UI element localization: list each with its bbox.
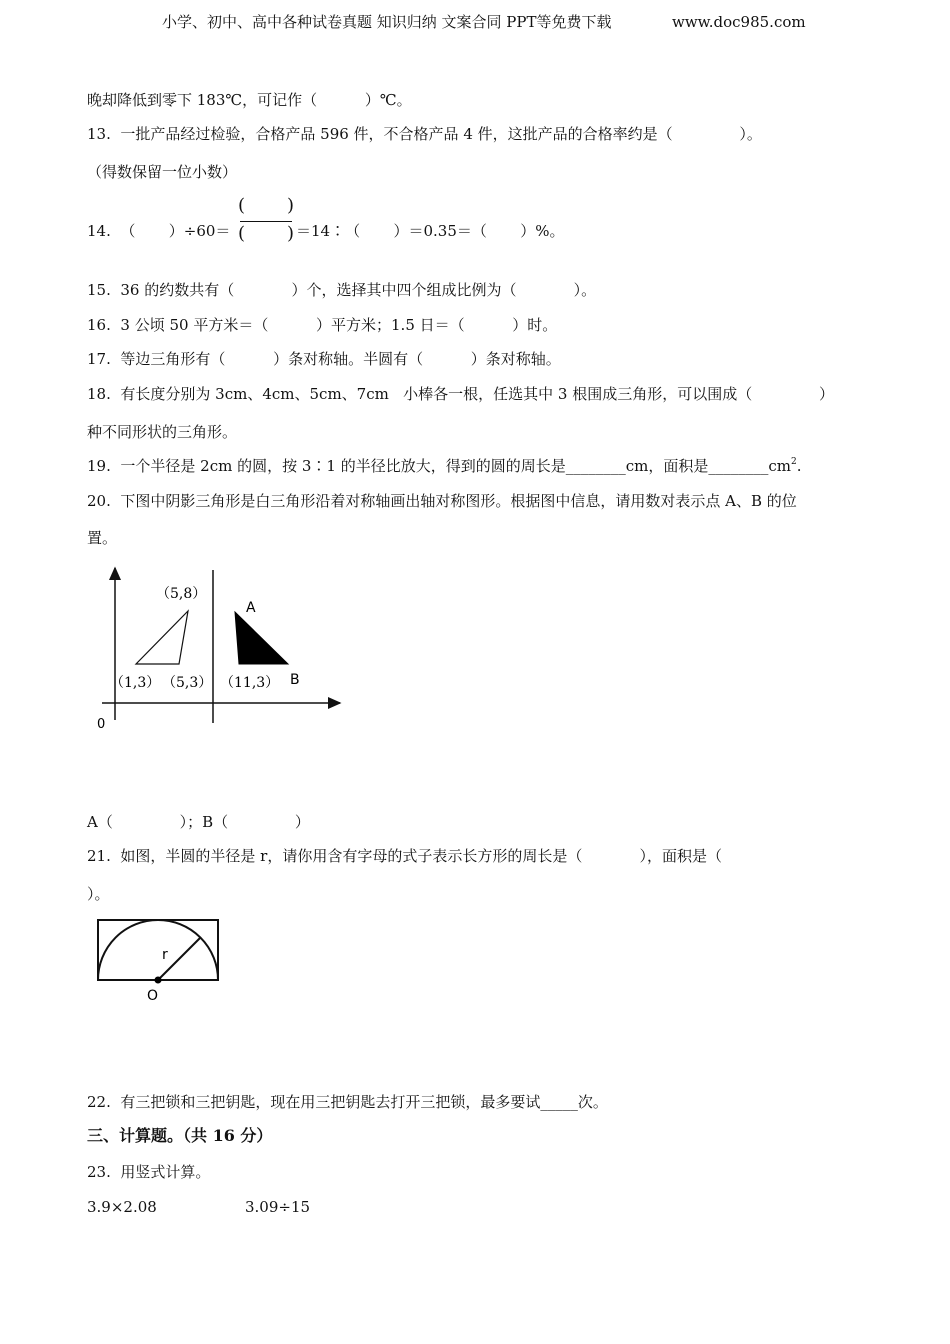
- question-14-end: ＝14∶（ ）＝0.35＝（ ）%。: [296, 222, 565, 240]
- header-right: www.doc985.com: [672, 13, 806, 31]
- question-13: 13. 一批产品经过检验，合格产品 596 件，不合格产品 4 件，这批产品的合格率约是（ ）。: [87, 125, 762, 143]
- header-left: 小学、初中、高中各种试卷真题 知识归纳 文案合同 PPT等免费下载: [162, 13, 612, 31]
- section-3-title: 三、计算题。（共 16 分）: [87, 1126, 273, 1145]
- question-20: 20. 下图中阴影三角形是白三角形沿着对称轴画出轴对称图形。根据图中信息，请用数对表示点 A、B 的位: [87, 492, 797, 510]
- label-A: A: [246, 600, 256, 616]
- white-triangle: [136, 611, 188, 664]
- question-13-note: （得数保留一位小数）: [87, 163, 238, 181]
- symmetry-figure: [90, 560, 350, 740]
- label-B: B: [290, 672, 300, 688]
- question-14-start: 14. （ ）÷60＝: [87, 222, 231, 240]
- label-origin: 0: [97, 717, 106, 732]
- question-18: 18. 有长度分别为 3cm、4cm、5cm、7cm 小棒各一根，任选其中 3 根围成三角形，可以围成（ ）: [87, 385, 834, 403]
- question-12-continuation: 晚却降低到零下 183℃，可记作（ ）℃。: [87, 91, 412, 109]
- question-16: 16. 3 公顷 50 平方米＝（ ）平方米；1.5 日＝（ ）时。: [87, 316, 558, 334]
- label-5-8: （5,8）: [156, 586, 207, 602]
- label-11-3: （11,3）: [220, 675, 280, 691]
- question-15: 15. 36 的约数共有（ ）个，选择其中四个组成比例为（ ）。: [87, 281, 597, 299]
- question-21-continuation: ）。: [87, 885, 110, 903]
- center-point: [155, 977, 162, 984]
- label-O: O: [147, 988, 159, 1004]
- question-20-continuation: 置。: [87, 529, 118, 547]
- rectangle: [98, 920, 218, 980]
- question-23-a: 3.9×2.08: [87, 1198, 157, 1216]
- question-23-b: 3.09÷15: [245, 1198, 311, 1216]
- semicircle-figure: [90, 912, 230, 1012]
- shaded-triangle: [235, 612, 288, 664]
- label-r: r: [162, 947, 168, 963]
- question-20-answer: A（ ）；B（ ）: [87, 813, 310, 831]
- question-17: 17. 等边三角形有（ ）条对称轴。半圆有（ ）条对称轴。: [87, 350, 561, 368]
- question-22: 22. 有三把锁和三把钥匙，现在用三把钥匙去打开三把锁，最多要试_____次。: [87, 1093, 608, 1111]
- question-19: 19. 一个半径是 2cm 的圆，按 3∶1 的半径比放大，得到的圆的周长是________cm，面积是$\_\_\_\_\_\_\_\_cm^2$.: [87, 457, 802, 475]
- label-5-3: （5,3）: [162, 675, 213, 691]
- label-1-3: （1,3）: [110, 675, 161, 691]
- question-21: 21. 如图，半圆的半径是 r，请你用含有字母的式子表示长方形的周长是（ ），面积是（: [87, 847, 723, 865]
- question-18-continuation: 种不同形状的三角形。: [87, 423, 238, 441]
- fraction-blank: ( ) ( ): [238, 195, 294, 244]
- question-23: 23. 用竖式计算。: [87, 1163, 211, 1181]
